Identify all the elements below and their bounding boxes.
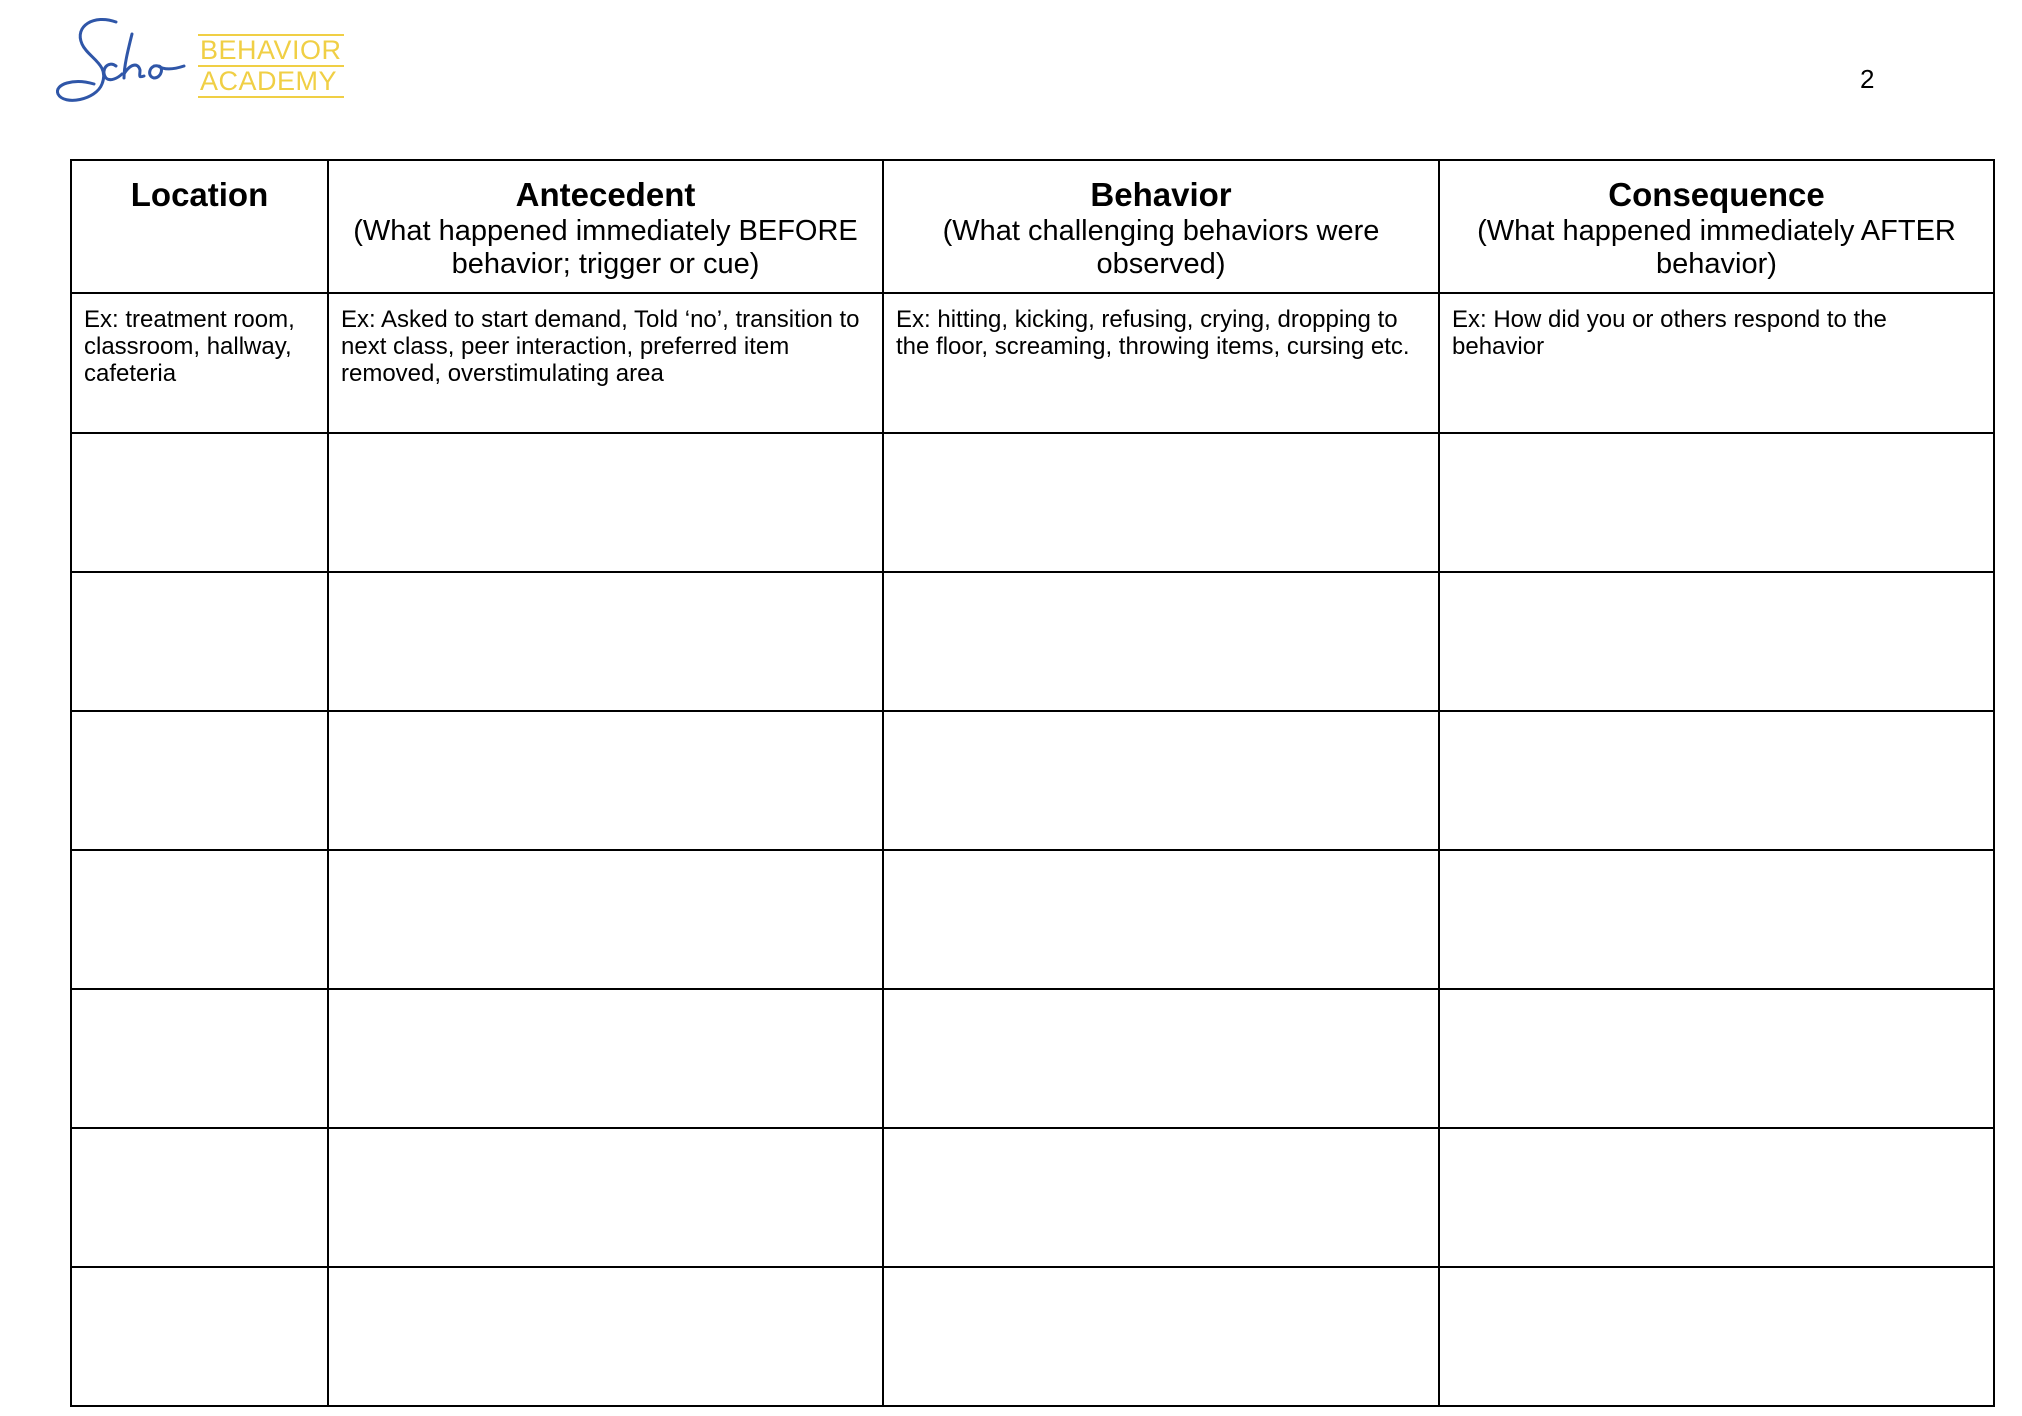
consequence-entry-cell[interactable] (1439, 1267, 1994, 1406)
header-title: Location (130, 176, 269, 213)
entry-row (71, 711, 1994, 850)
antecedent-entry-cell[interactable] (328, 711, 883, 850)
entry-row (71, 1267, 1994, 1406)
behavior-entry-cell[interactable] (883, 572, 1439, 711)
location-entry-cell[interactable] (71, 850, 328, 989)
consequence-entry-cell[interactable] (1439, 1128, 1994, 1267)
location-entry-cell[interactable] (71, 1128, 328, 1267)
consequence-entry-cell[interactable] (1439, 989, 1994, 1128)
header-subtitle: (What happened immediately AFTER behavior) (1477, 215, 1956, 280)
antecedent-entry-cell[interactable] (328, 1267, 883, 1406)
entry-row (71, 433, 1994, 572)
entry-row (71, 989, 1994, 1128)
page-number: 2 (1860, 64, 1875, 94)
header-consequence (1439, 160, 1994, 293)
entry-row (71, 1128, 1994, 1267)
header-subtitle: (What happened immediately BEFORE behavior; trigger or cue) (353, 215, 858, 280)
location-entry-cell[interactable] (71, 989, 328, 1128)
header-title: Consequence (1608, 176, 1825, 213)
behavior-entry-cell[interactable] (883, 711, 1439, 850)
entry-row (71, 850, 1994, 989)
antecedent-entry-cell[interactable] (328, 850, 883, 989)
header-behavior (883, 160, 1439, 293)
consequence-entry-cell[interactable] (1439, 711, 1994, 850)
example-behavior-cell: Ex: hitting, kicking, refusing, crying, dropping to the floor, screaming, throwing items, cursing etc. (883, 293, 1439, 433)
example-consequence-cell: Ex: How did you or others respond to the behavior (1439, 293, 1994, 433)
antecedent-entry-cell[interactable] (328, 989, 883, 1128)
header-title: Behavior (1090, 176, 1232, 213)
example-row (71, 293, 1994, 433)
scho-signature-logo (54, 14, 204, 114)
behavior-entry-cell[interactable] (883, 1267, 1439, 1406)
location-entry-cell[interactable] (71, 711, 328, 850)
behavior-entry-cell[interactable] (883, 989, 1439, 1128)
logo (54, 14, 354, 114)
behavior-entry-cell[interactable] (883, 433, 1439, 572)
antecedent-entry-cell[interactable] (328, 433, 883, 572)
location-entry-cell[interactable] (71, 1267, 328, 1406)
logo-line-1: BEHAVIOR (200, 35, 342, 65)
behavior-entry-cell[interactable] (883, 1128, 1439, 1267)
location-entry-cell[interactable] (71, 433, 328, 572)
behavior-entry-cell[interactable] (883, 850, 1439, 989)
header-location (71, 160, 328, 293)
consequence-entry-cell[interactable] (1439, 850, 1994, 989)
logo-wordmark (198, 34, 344, 98)
consequence-entry-cell[interactable] (1439, 433, 1994, 572)
antecedent-entry-cell[interactable] (328, 572, 883, 711)
entry-row (71, 572, 1994, 711)
antecedent-entry-cell[interactable] (328, 1128, 883, 1267)
header-subtitle: (What challenging behaviors were observed) (942, 215, 1380, 280)
abc-data-table (70, 159, 1995, 1407)
consequence-entry-cell[interactable] (1439, 572, 1994, 711)
header-row (71, 160, 1994, 293)
example-antecedent-cell: Ex: Asked to start demand, Told ‘no’, transition to next class, peer interaction, preferred item removed, overstimulating area (328, 293, 883, 433)
logo-line-2: ACADEMY (198, 67, 344, 98)
location-entry-cell[interactable] (71, 572, 328, 711)
example-location-cell: Ex: treatment room, classroom, hallway, cafeteria (71, 293, 328, 433)
header-title: Antecedent (515, 176, 696, 213)
header-antecedent (328, 160, 883, 293)
